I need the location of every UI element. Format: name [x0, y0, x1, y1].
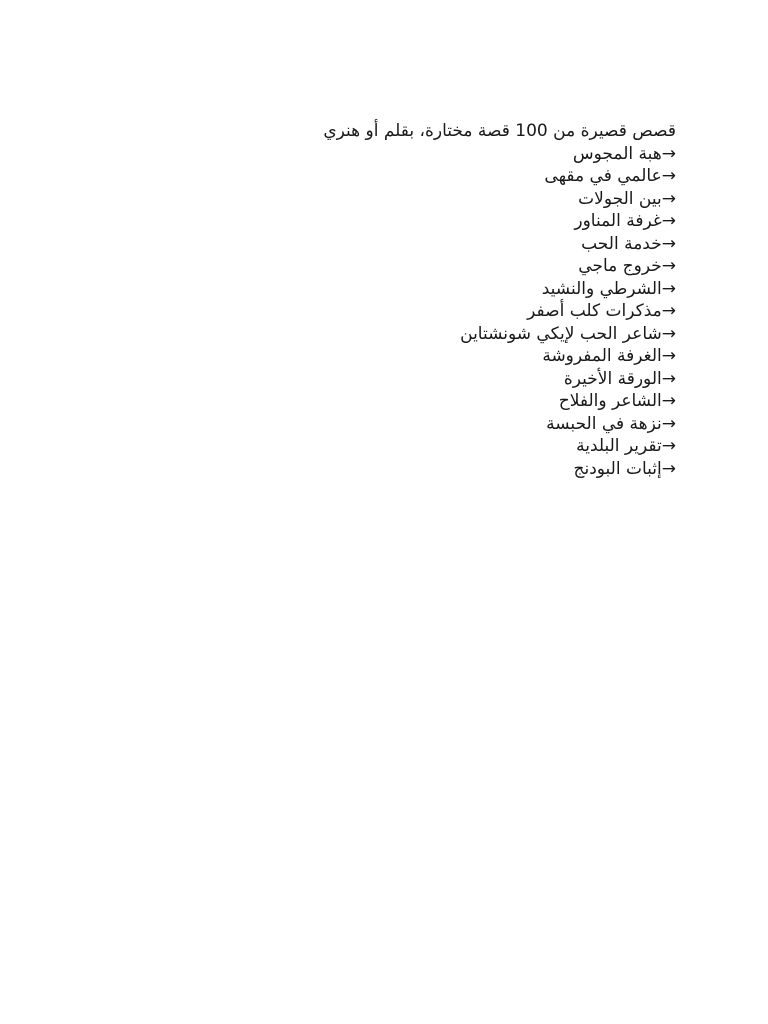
- arrow-icon: →: [661, 323, 676, 344]
- list-item: [156, 368, 676, 391]
- arrow-icon: →: [661, 143, 676, 164]
- story-link[interactable]: بين الجولات: [578, 188, 662, 209]
- arrow-icon: →: [661, 233, 676, 254]
- arrow-icon: →: [661, 368, 676, 389]
- table-of-contents: [156, 120, 676, 480]
- arrow-icon: →: [661, 346, 676, 366]
- story-link[interactable]: خروج ماجي: [578, 256, 662, 276]
- story-link[interactable]: مذكرات كلب أصفر: [527, 301, 662, 321]
- story-link[interactable]: خدمة الحب: [581, 233, 662, 254]
- story-link[interactable]: الشاعر والفلاح: [558, 391, 662, 411]
- list-item: [156, 458, 676, 481]
- list-item: [156, 188, 676, 211]
- story-list: [156, 143, 676, 481]
- arrow-icon: →: [661, 301, 676, 321]
- arrow-icon: →: [661, 458, 676, 479]
- story-link[interactable]: شاعر الحب لإيكي شونشتاين: [460, 323, 662, 344]
- list-item: [156, 233, 676, 256]
- story-link[interactable]: الشرطي والنشيد: [541, 278, 662, 299]
- story-link[interactable]: غرفة المناور: [574, 211, 662, 231]
- arrow-icon: →: [661, 256, 676, 276]
- list-item: [156, 323, 676, 346]
- list-item: [156, 413, 676, 436]
- list-item: [156, 255, 676, 278]
- story-link[interactable]: عالمي في مقهى: [544, 166, 662, 186]
- list-item: [156, 278, 676, 301]
- story-link[interactable]: الغرفة المفروشة: [542, 346, 662, 366]
- arrow-icon: →: [661, 436, 676, 456]
- story-link[interactable]: هبة المجوس: [572, 143, 662, 164]
- list-item: [156, 345, 676, 368]
- list-item: [156, 300, 676, 323]
- list-item: [156, 165, 676, 188]
- story-link[interactable]: الورقة الأخيرة: [563, 368, 662, 389]
- arrow-icon: →: [661, 166, 676, 186]
- arrow-icon: →: [661, 188, 676, 209]
- list-item: [156, 435, 676, 458]
- list-item: [156, 390, 676, 413]
- arrow-icon: →: [661, 413, 676, 434]
- arrow-icon: →: [661, 278, 676, 299]
- story-link[interactable]: نزهة في الحبسة: [546, 413, 662, 434]
- arrow-icon: →: [661, 211, 676, 231]
- arrow-icon: →: [661, 391, 676, 411]
- page-title: قصص قصيرة من 100 قصة مختارة، بقلم أو هنري: [323, 121, 676, 141]
- list-item: [156, 143, 676, 166]
- story-link[interactable]: إثبات البودنج: [573, 458, 662, 479]
- story-link[interactable]: تقرير البلدية: [576, 436, 662, 456]
- list-item: [156, 210, 676, 233]
